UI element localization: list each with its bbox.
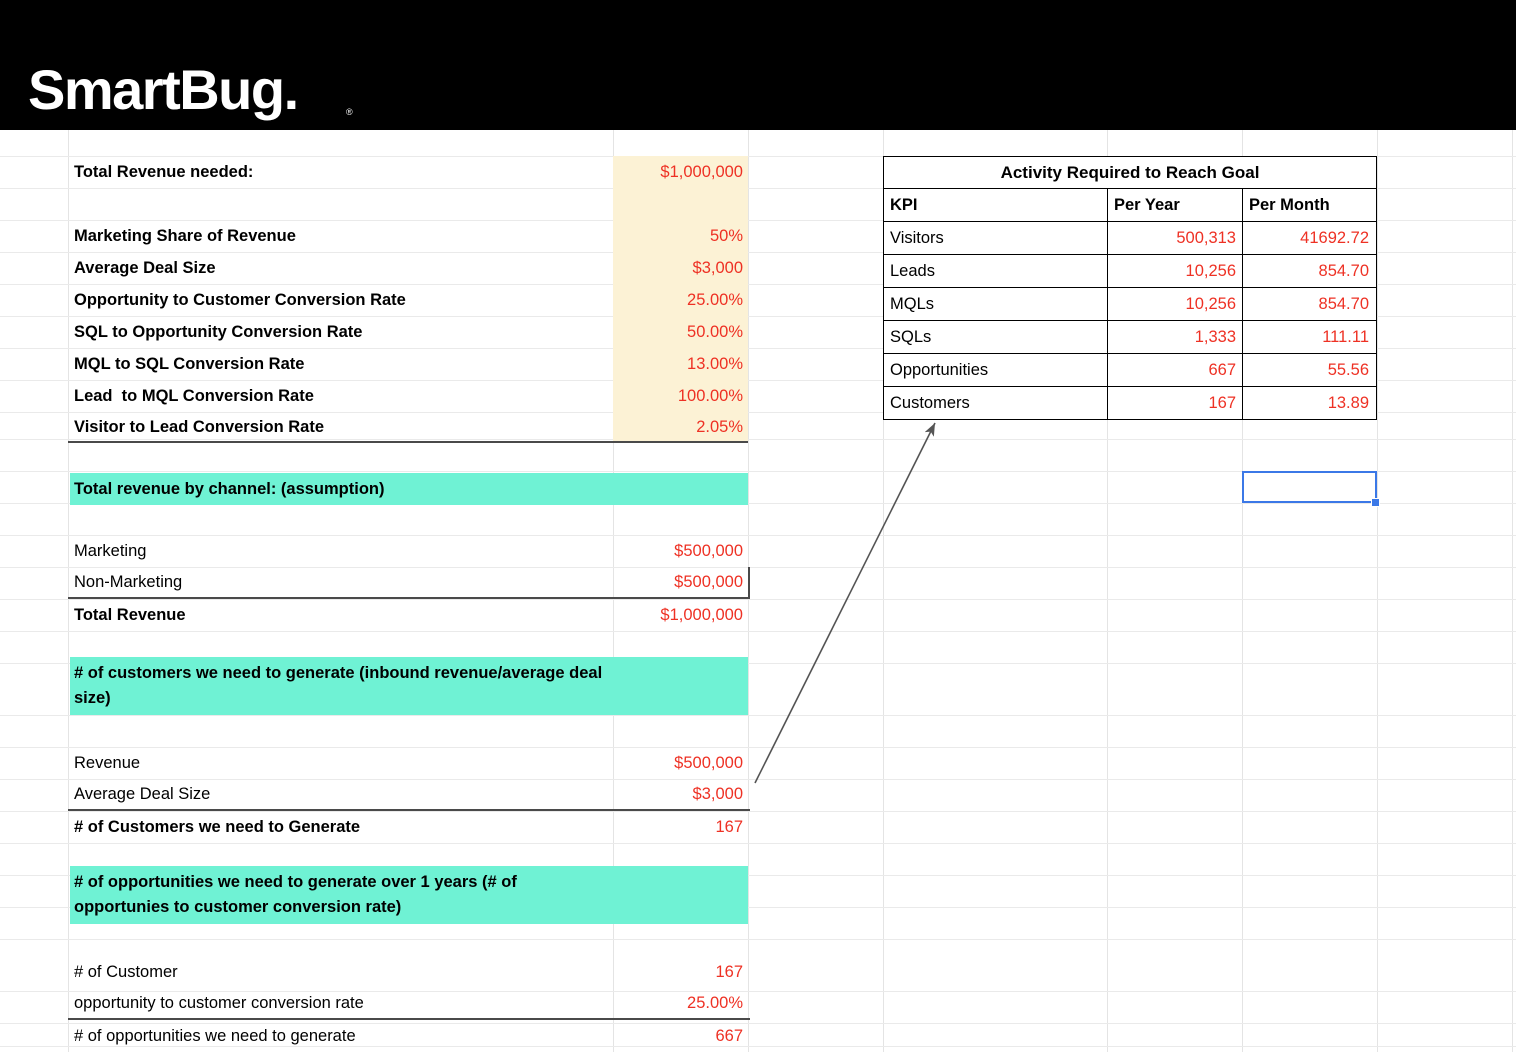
- section-underline: [68, 441, 748, 443]
- channel-value-0[interactable]: $500,000: [674, 541, 743, 560]
- spreadsheet-grid[interactable]: [0, 130, 1516, 1052]
- customers-section-header-text: # of customers we need to generate (inbound revenue/average deal size): [74, 664, 607, 707]
- channel-section-header-fill[interactable]: [613, 473, 748, 505]
- assumption-label-1[interactable]: Average Deal Size: [74, 258, 216, 277]
- opportunities-section-header-fill[interactable]: [613, 866, 748, 924]
- registered-trademark-icon: ®: [346, 107, 353, 117]
- kpi-per-year[interactable]: 10,256: [1108, 288, 1243, 320]
- kpi-per-month[interactable]: 111.11: [1322, 327, 1369, 346]
- customers-value-1[interactable]: $3,000: [692, 785, 743, 803]
- kpi-per-year[interactable]: 500,313: [1108, 222, 1243, 254]
- gridline-v: [68, 130, 69, 1052]
- kpi-per-year[interactable]: 10,256: [1108, 255, 1243, 287]
- column-header-per-year: Per Year: [1108, 189, 1243, 221]
- assumption-value-5[interactable]: 100.00%: [613, 380, 748, 412]
- gridline-h: [0, 843, 1516, 844]
- opportunities-value-2[interactable]: 667: [715, 1026, 743, 1045]
- assumption-label-0[interactable]: Marketing Share of Revenue: [74, 226, 296, 245]
- kpi-per-year[interactable]: 1,333: [1108, 321, 1243, 353]
- customers-section-header[interactable]: [70, 657, 613, 715]
- opportunities-section-header[interactable]: [70, 866, 613, 924]
- total-revenue-label[interactable]: Total Revenue needed:: [74, 162, 254, 181]
- selected-cell[interactable]: [1242, 471, 1377, 503]
- cell-right-border: [748, 567, 750, 598]
- table-row: [884, 288, 1376, 321]
- kpi-per-month[interactable]: 854.70: [1318, 294, 1369, 313]
- smartbug-logo: SmartBug.: [28, 58, 298, 121]
- opportunities-value-1[interactable]: 25.00%: [687, 994, 743, 1012]
- assumption-label-3[interactable]: SQL to Opportunity Conversion Rate: [74, 322, 363, 341]
- assumption-label-2[interactable]: Opportunity to Customer Conversion Rate: [74, 290, 406, 309]
- gridline-v: [1512, 130, 1513, 1052]
- gridline-h: [0, 715, 1516, 716]
- channel-value-2[interactable]: $1,000,000: [660, 605, 743, 624]
- gridline-h: [0, 939, 1516, 940]
- kpi-name[interactable]: Customers: [884, 387, 1108, 419]
- assumption-value-4[interactable]: 13.00%: [613, 348, 748, 380]
- kpi-name[interactable]: Leads: [884, 255, 1108, 287]
- opportunities-label-1[interactable]: opportunity to customer conversion rate: [74, 994, 364, 1012]
- assumption-label-6[interactable]: Visitor to Lead Conversion Rate: [74, 417, 324, 436]
- table-row: [884, 321, 1376, 354]
- total-revenue-value[interactable]: $1,000,000: [613, 156, 748, 188]
- brand-header-bar: [0, 0, 1516, 130]
- customers-value-0[interactable]: $500,000: [674, 753, 743, 772]
- kpi-per-year[interactable]: 667: [1108, 354, 1243, 386]
- column-header-per-month: Per Month: [1249, 195, 1330, 214]
- assumption-value-3[interactable]: 50.00%: [613, 316, 748, 348]
- kpi-name[interactable]: Visitors: [884, 222, 1108, 254]
- channel-value-1[interactable]: $500,000: [674, 573, 743, 591]
- kpi-name[interactable]: Opportunities: [884, 354, 1108, 386]
- kpi-per-month[interactable]: 13.89: [1327, 393, 1369, 412]
- spacer-value-cell[interactable]: [613, 188, 748, 220]
- activity-required-table: [883, 156, 1377, 420]
- table-row: [884, 222, 1376, 255]
- assumption-label-4[interactable]: MQL to SQL Conversion Rate: [74, 354, 305, 373]
- gridline-h: [0, 631, 1516, 632]
- assumption-value-6[interactable]: 2.05%: [613, 412, 748, 442]
- customers-label-0[interactable]: Revenue: [74, 753, 141, 772]
- opportunities-value-0[interactable]: 167: [715, 962, 743, 981]
- channel-label-2[interactable]: Total Revenue: [74, 605, 186, 624]
- customers-section-header-fill[interactable]: [613, 657, 748, 715]
- opportunities-label-0[interactable]: # of Customer: [74, 962, 178, 981]
- table-row: [884, 354, 1376, 387]
- channel-label-0[interactable]: Marketing: [74, 541, 147, 560]
- kpi-per-month[interactable]: 854.70: [1318, 261, 1369, 280]
- kpi-name[interactable]: MQLs: [884, 288, 1108, 320]
- table-header-row: [884, 189, 1376, 222]
- assumption-value-0[interactable]: 50%: [613, 220, 748, 252]
- table-row: [884, 255, 1376, 288]
- assumption-value-1[interactable]: $3,000: [613, 252, 748, 284]
- kpi-per-month[interactable]: 41692.72: [1300, 228, 1369, 247]
- channel-section-header[interactable]: Total revenue by channel: (assumption): [70, 473, 613, 505]
- channel-label-1[interactable]: Non-Marketing: [74, 573, 183, 591]
- kpi-per-year[interactable]: 167: [1108, 387, 1243, 419]
- table-row: [884, 387, 1376, 419]
- assumption-value-2[interactable]: 25.00%: [613, 284, 748, 316]
- gridline-v: [1377, 130, 1378, 1052]
- activity-required-table-title: Activity Required to Reach Goal: [884, 157, 1376, 189]
- column-header-kpi: KPI: [884, 189, 1108, 221]
- kpi-per-month[interactable]: 55.56: [1327, 360, 1369, 379]
- opportunities-section-header-text: # of opportunities we need to generate over 1 years (# of opportunies to customer conversion rate): [74, 873, 522, 916]
- opportunities-label-2[interactable]: # of opportunities we need to generate: [74, 1026, 356, 1045]
- customers-label-2[interactable]: # of Customers we need to Generate: [74, 817, 361, 836]
- kpi-name[interactable]: SQLs: [884, 321, 1108, 353]
- customers-label-1[interactable]: Average Deal Size: [74, 785, 211, 803]
- assumption-label-5[interactable]: Lead to MQL Conversion Rate: [74, 386, 314, 405]
- fill-handle[interactable]: [1371, 498, 1380, 507]
- customers-value-2[interactable]: 167: [715, 817, 743, 836]
